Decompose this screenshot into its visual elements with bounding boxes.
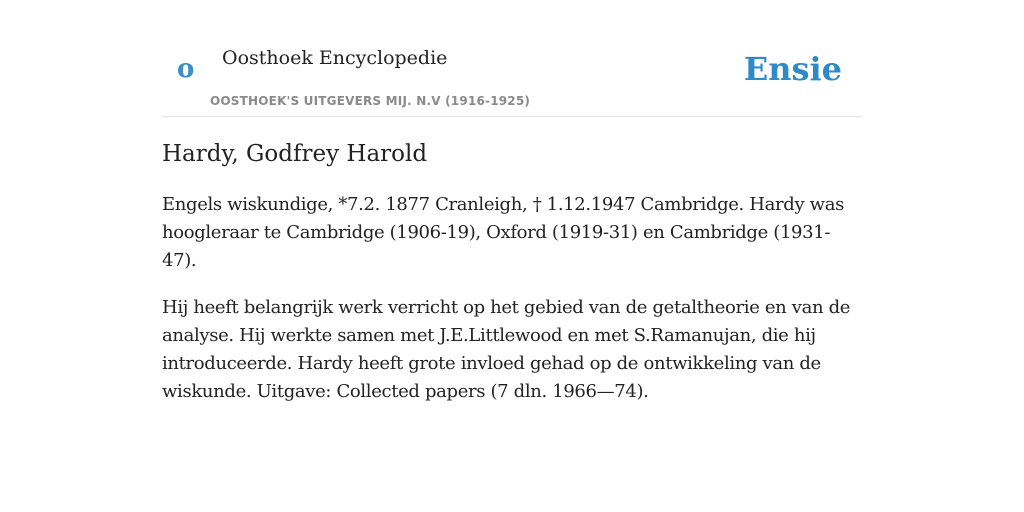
site-title[interactable]: Oosthoek Encyclopedie [222, 47, 448, 69]
article [162, 138, 852, 406]
ensie-brand-link[interactable]: Ensie [743, 50, 842, 88]
site-header [162, 38, 862, 117]
article-paragraph: Engels wiskundige, *7.2. 1877 Cranleigh, † 1.12.1947 Cambridge. Hardy was hoogleraar te Cambridge (1906-19), Oxford (1919-31) en Cambridge (1931-47). [162, 194, 844, 271]
article-paragraph: Hij heeft belangrijk werk verricht op het gebied van de getaltheorie en van de analyse. Hij werkte samen met J.E.Littlewood en met S.Ramanujan, die hij introduceerde. Hardy heeft grote invloed gehad op de ontwikkeling van de wiskunde. Uitgave: Collected papers (7 dln. 1966—74). [162, 297, 851, 402]
site-subtitle: OOSTHOEK'S UITGEVERS MIJ. N.V (1916-1925) [210, 94, 531, 108]
article-title: Hardy, Godfrey Harold [162, 141, 428, 167]
site-logo[interactable]: o [177, 54, 195, 84]
